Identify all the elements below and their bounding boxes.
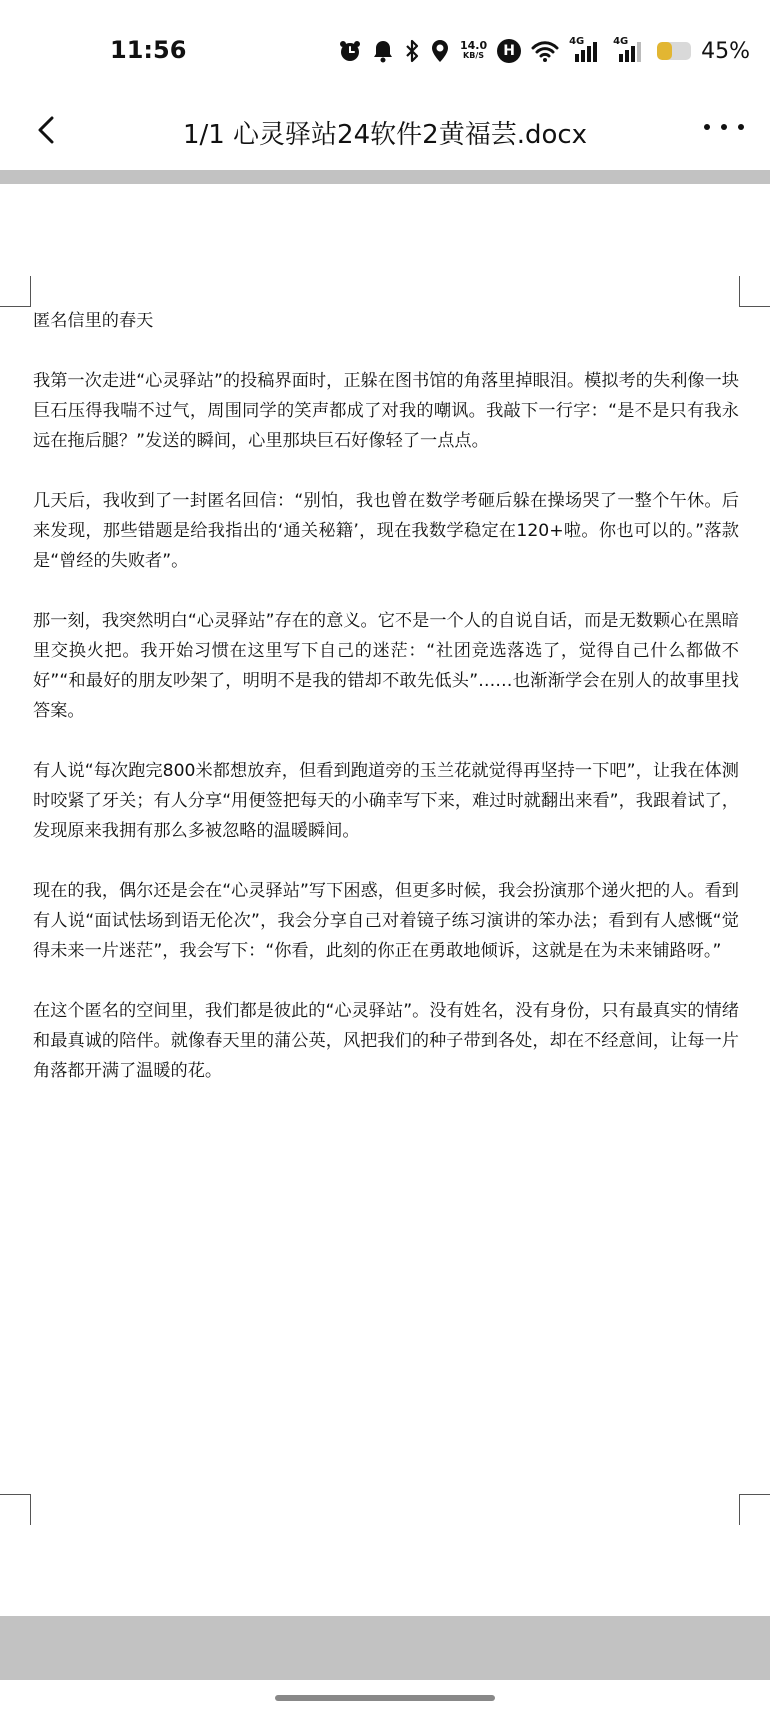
signal-sim2: 4G — [613, 38, 647, 64]
bottom-bar — [0, 1616, 770, 1680]
page-corner-mark-bottom-right — [739, 1494, 770, 1525]
back-button[interactable] — [30, 110, 70, 150]
more-dots-icon — [704, 124, 710, 130]
wifi-icon — [531, 38, 559, 64]
toolbar-divider — [0, 170, 770, 184]
chevron-left-icon — [30, 110, 70, 150]
document-title: 1/1 心灵驿站24软件2黄福芸.docx — [182, 120, 588, 150]
status-bar — [0, 0, 770, 104]
net-speed: 14.0 KB/S — [459, 39, 488, 60]
paragraph: 在这个匿名的空间里，我们都是彼此的“心灵驿站”。没有姓名，没有身份，只有最真实的情绪和最真诚的陪伴。就像春天里的蒲公英，风把我们的种子带到各处，却在不经意间，让每一片角落都开满了温暖的花。 — [33, 1001, 739, 1081]
page-corner-mark-top-left — [0, 276, 31, 307]
alarm-clock-icon — [338, 38, 362, 64]
paragraph: 现在的我，偶尔还是会在“心灵驿站”写下困惑，但更多时候，我会扮演那个递火把的人。看到有人说“面试怯场到语无伦次”，我会分享自己对着镜子练习演讲的笨办法；看到有人感慨“觉得未来一片迷茫”，我会写下：“你看，此刻的你正在勇敢地倾诉，这就是在为未来铺路呀。” — [33, 881, 739, 961]
signal-sim1: 4G — [569, 38, 603, 64]
paragraph: 那一刻，我突然明白“心灵驿站”存在的意义。它不是一个人的自说自话，而是无数颗心在黑暗里交换火把。我开始习惯在这里写下自己的迷茫：“社团竞选落选了，觉得自己什么都做不好”“和最好的朋友吵架了，明明不是我的错却不敢先低头”……也渐渐学会在别人的故事里找答案。 — [33, 611, 739, 721]
status-icons — [338, 38, 750, 64]
status-time: 11:56 — [110, 36, 187, 64]
paragraph: 几天后，我收到了一封匿名回信：“别怕，我也曾在数学考砸后躲在操场哭了一整个午休。后来发现，那些错题是给我指出的‘通关秘籍’，现在我数学稳定在120+啦。你也可以的。”落款是“曾经的失败者”。 — [33, 491, 739, 571]
location-icon — [430, 38, 450, 64]
hd-badge: H — [497, 39, 521, 63]
document-heading: 匿名信里的春天 — [33, 311, 154, 331]
bell-icon — [372, 38, 394, 64]
home-indicator[interactable] — [275, 1695, 495, 1701]
battery-percent: 45% — [701, 38, 750, 64]
paragraph: 有人说“每次跑完800米都想放弃，但看到跑道旁的玉兰花就觉得再坚持一下吧”，让我在体测时咬紧了牙关；有人分享“用便签把每天的小确幸写下来，难过时就翻出来看”，我跟着试了，发现原来我拥有那么多被忽略的温暖瞬间。 — [33, 761, 739, 841]
app-header — [0, 104, 770, 170]
page-corner-mark-bottom-left — [0, 1494, 31, 1525]
bluetooth-icon — [404, 38, 420, 64]
more-options-button[interactable] — [704, 122, 744, 132]
page-corner-mark-top-right — [739, 276, 770, 307]
paragraph: 我第一次走进“心灵驿站”的投稿界面时，正躲在图书馆的角落里掉眼泪。模拟考的失利像一块巨石压得我喘不过气，周围同学的笑声都成了对我的嘲讽。我敲下一行字：“是不是只有我永远在拖后腿？”发送的瞬间，心里那块巨石好像轻了一点点。 — [33, 371, 739, 451]
battery-icon — [657, 42, 691, 60]
document-page[interactable] — [33, 306, 739, 1116]
